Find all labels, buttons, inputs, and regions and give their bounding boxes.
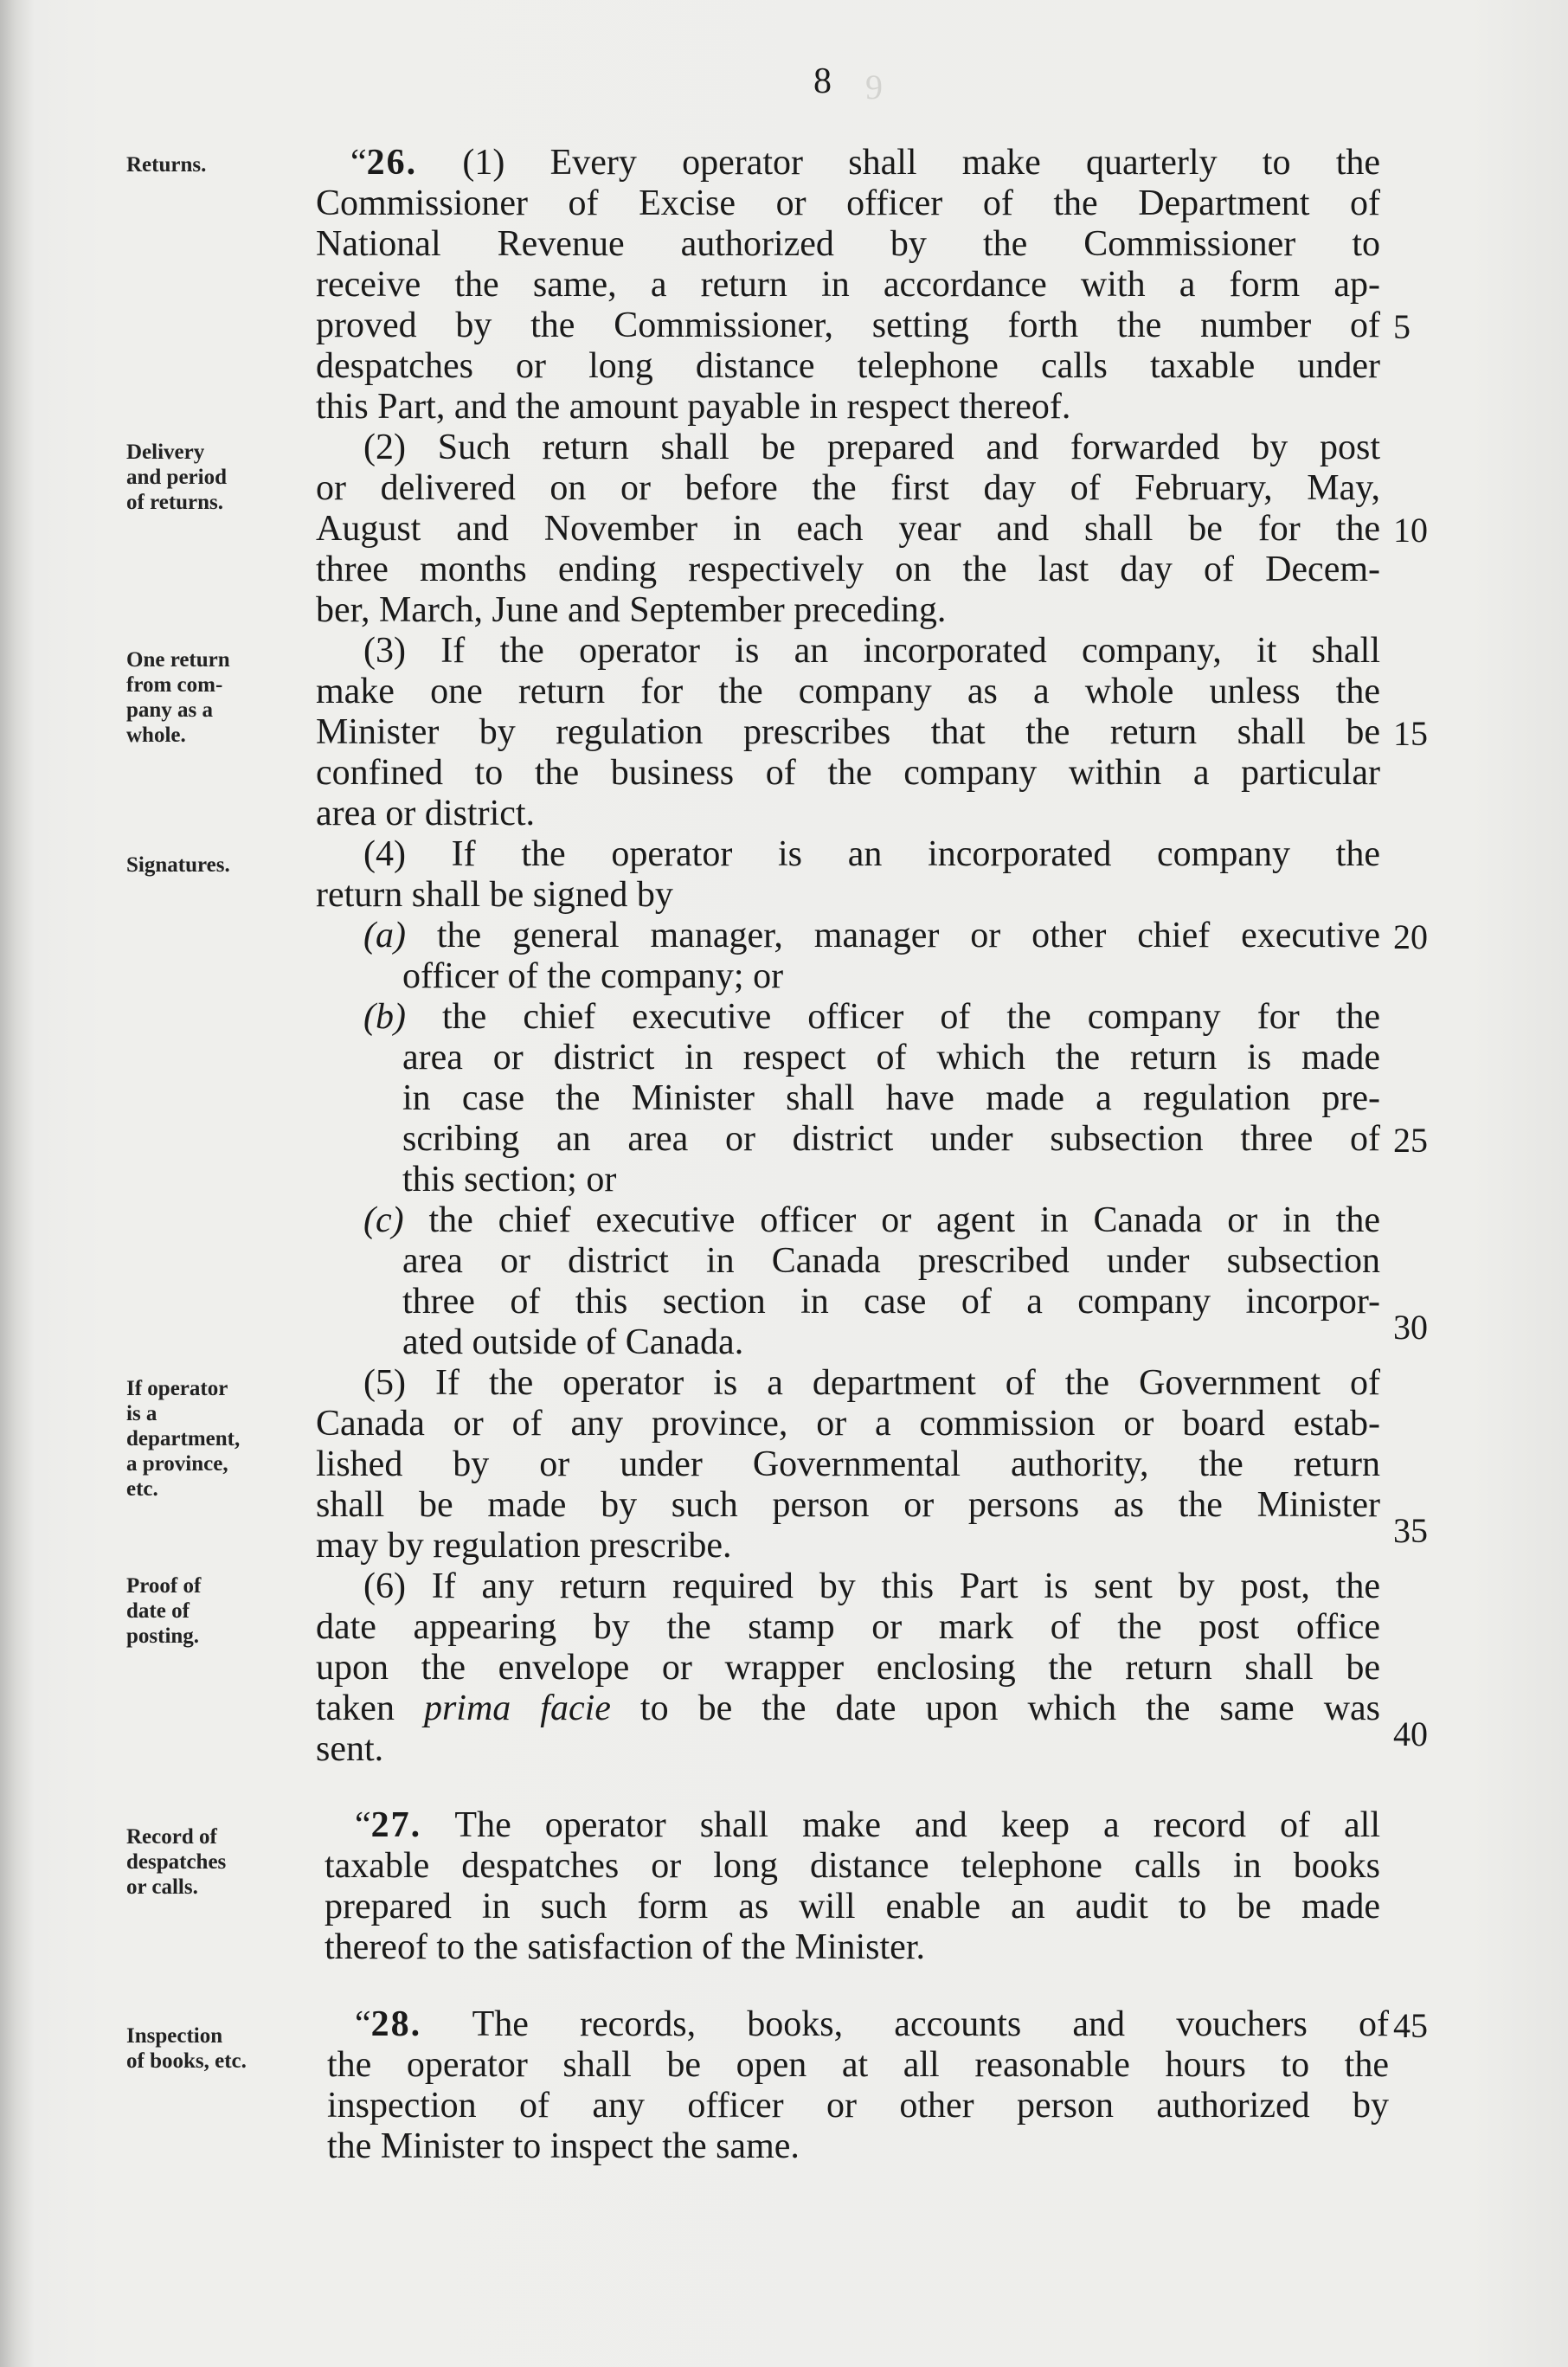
text-line: this section; or (402, 1160, 617, 1200)
line-number: 5 (1393, 307, 1411, 346)
text-line: August and November in each year and shall be for the (316, 509, 1380, 549)
text-line: receive the same, a return in accordance with a form ap- (316, 265, 1380, 305)
margin-note-inspection: Inspection of books, etc. (126, 2024, 247, 2073)
text-line: shall be made by such person or persons as the Minister (316, 1485, 1380, 1525)
list-item-c: (c) the chief executive officer or agent in Canada or in the (363, 1200, 1380, 1240)
bleed-through-page-number: 9 (865, 68, 883, 106)
margin-note-returns: Returns. (126, 153, 207, 177)
text-line: (3) If the operator is an incorporated company, it shall (363, 631, 1380, 671)
text-line: Commissioner of Excise or officer of the Department of (316, 183, 1380, 223)
page-number: 8 (813, 61, 832, 101)
text-line: “27. The operator shall make and keep a record of all (355, 1805, 1380, 1845)
text-line: area or district in Canada prescribed under subsection (402, 1241, 1380, 1281)
margin-note-record: Record of despatches or calls. (126, 1825, 227, 1899)
text-line: (4) If the operator is an incorporated company the (363, 834, 1380, 874)
text-line: thereof to the satisfaction of the Minister. (325, 1927, 925, 1967)
text-line: National Revenue authorized by the Commissioner to (316, 224, 1380, 264)
line-number: 30 (1393, 1308, 1428, 1347)
text-line: inspection of any officer or other person authorized by (327, 2086, 1389, 2126)
text-line: sent. (316, 1729, 384, 1769)
text-line: ber, March, June and September preceding. (316, 590, 947, 630)
text-line: Minister by regulation prescribes that the return shall be (316, 712, 1380, 752)
text-line: despatches or long distance telephone calls taxable under (316, 346, 1380, 386)
text-line: taxable despatches or long distance telephone calls in books (325, 1846, 1380, 1886)
text-line: this Part, and the amount payable in respect thereof. (316, 387, 1071, 427)
text-line: or delivered on or before the first day of February, May, (316, 468, 1380, 508)
text-line: in case the Minister shall have made a regulation pre- (402, 1078, 1380, 1118)
text-line: upon the envelope or wrapper enclosing the return shall be (316, 1648, 1380, 1688)
text-line: three months ending respectively on the last day of Decem- (316, 550, 1380, 589)
margin-note-proof: Proof of date of posting. (126, 1574, 202, 1648)
text-line: (6) If any return required by this Part is sent by post, the (363, 1566, 1380, 1606)
text-line: three of this section in case of a company incorpor- (402, 1282, 1380, 1322)
margin-note-delivery: Delivery and period of returns. (126, 441, 228, 514)
text-line: confined to the business of the company within a particular (316, 753, 1380, 793)
text-line: (2) Such return shall be prepared and forwarded by post (363, 428, 1380, 467)
margin-note-signatures: Signatures. (126, 853, 230, 877)
text-line: return shall be signed by (316, 875, 673, 915)
text-line: make one return for the company as a whole unless the (316, 672, 1380, 711)
line-number: 25 (1393, 1121, 1428, 1160)
text-line: area or district. (316, 794, 536, 833)
margin-note-one-return: One return from com- pany as a whole. (126, 648, 230, 747)
list-item-a: (a) the general manager, manager or other chief executive (363, 916, 1381, 955)
text-line: the Minister to inspect the same. (327, 2126, 800, 2166)
text-line: “28. The records, books, accounts and vouchers of (355, 2004, 1389, 2044)
margin-note-if-operator: If operator is a department, a province, etc. (126, 1377, 241, 1501)
text-line: proved by the Commissioner, setting forth the number of (316, 306, 1380, 345)
line-number: 45 (1393, 2006, 1428, 2045)
line-number: 20 (1393, 917, 1428, 956)
text-line: the operator shall be open at all reasonable hours to the (327, 2045, 1389, 2085)
text-line: area or district in respect of which the return is made (402, 1038, 1380, 1077)
line-number: 35 (1393, 1511, 1428, 1550)
text-line: prepared in such form as will enable an audit to be made (325, 1887, 1380, 1926)
text-line: lished by or under Governmental authority, the return (316, 1444, 1380, 1484)
line-number: 15 (1393, 714, 1428, 753)
line-number: 40 (1393, 1714, 1428, 1753)
text-line: officer of the company; or (402, 956, 784, 996)
line-number: 10 (1393, 511, 1428, 550)
text-line: ated outside of Canada. (402, 1322, 744, 1362)
list-item-b: (b) the chief executive officer of the company for the (363, 997, 1381, 1037)
text-line: (5) If the operator is a department of the Government of (363, 1363, 1380, 1403)
text-line: scribing an area or district under subsection three of (402, 1119, 1380, 1159)
text-line: taken prima facie to be the date upon which the same was (316, 1688, 1381, 1728)
text-line: Canada or of any province, or a commission or board estab- (316, 1404, 1380, 1444)
text-line: date appearing by the stamp or mark of the post office (316, 1607, 1380, 1647)
text-line: may by regulation prescribe. (316, 1526, 732, 1566)
text-line: “26. (1) Every operator shall make quarterly to the (350, 143, 1380, 183)
